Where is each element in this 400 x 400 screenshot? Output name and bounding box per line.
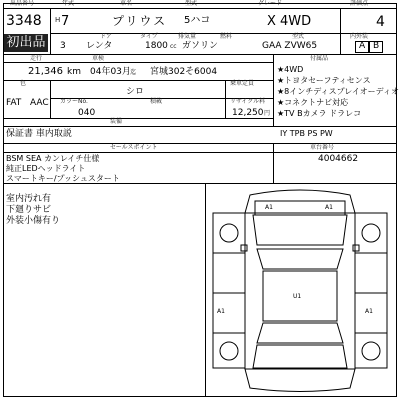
rear-glass bbox=[257, 323, 343, 343]
lot-divider bbox=[50, 8, 51, 54]
accessories-label: 付属品 bbox=[310, 55, 329, 62]
rental-value: レンタ bbox=[86, 41, 113, 51]
seats-label: 乗車定員 bbox=[230, 80, 255, 87]
notes-top-divider bbox=[3, 143, 397, 144]
equipment-codes: IY TPB PS PW bbox=[280, 129, 333, 138]
wheel-front-right bbox=[362, 224, 380, 242]
color-no-label: カラーNo. bbox=[60, 98, 88, 105]
interior-grade: A bbox=[359, 41, 366, 51]
header-bottom-divider bbox=[3, 54, 397, 55]
sales-point: BSM SEA カンレイチ仕様 bbox=[6, 154, 100, 163]
make-label: 車名 bbox=[120, 0, 133, 7]
chassis-divider bbox=[273, 143, 274, 183]
header-divider bbox=[3, 8, 397, 9]
displacement-value: 1800 bbox=[145, 41, 168, 51]
wheel-rear-left bbox=[220, 342, 238, 360]
sales-point: スマートキー/プッシュスタート bbox=[6, 174, 120, 183]
owner-manual: 保証書 車内取説 bbox=[6, 129, 72, 139]
damage-mark: U1 bbox=[293, 293, 302, 300]
body-type: 5ハコ bbox=[184, 15, 211, 26]
lot-number: 3348 bbox=[6, 13, 42, 29]
trunk bbox=[253, 345, 347, 368]
transmission-value: FAT bbox=[6, 98, 22, 108]
ac-value: AAC bbox=[30, 98, 49, 108]
color-label: 色 bbox=[20, 80, 27, 87]
chassis-no-label: 車台番号 bbox=[310, 144, 335, 151]
inspector-note: 下廻りサビ bbox=[6, 205, 52, 215]
recycle-fee: 12,250 bbox=[232, 108, 264, 118]
first-listing-badge: 初出品 bbox=[4, 34, 48, 52]
inspector-note: 室内汚れ有 bbox=[6, 194, 52, 204]
wheel-rear-right bbox=[362, 342, 380, 360]
spec-label-divider bbox=[3, 62, 273, 63]
right-side bbox=[355, 213, 387, 368]
hood bbox=[253, 215, 347, 245]
features-divider bbox=[273, 54, 274, 126]
feature-item: ★8インチディスプレイオーディオ bbox=[277, 87, 400, 96]
registration-year: 3 bbox=[60, 41, 66, 51]
door-label: ドア bbox=[100, 33, 112, 40]
equipment-label: 装備 bbox=[110, 118, 123, 125]
damage-mark: A1 bbox=[265, 204, 273, 211]
mileage-label: 走行 bbox=[30, 55, 43, 62]
mileage-value: 21,346 bbox=[28, 66, 63, 77]
capacity-label: 積載 bbox=[150, 98, 163, 105]
car-damage-diagram bbox=[205, 183, 395, 395]
notes-label-divider bbox=[3, 152, 397, 153]
mileage-unit: km bbox=[67, 67, 81, 77]
chassis-number: 4004662 bbox=[318, 154, 359, 164]
year-label: 年式 bbox=[62, 0, 75, 7]
inspection-label: 車検 bbox=[92, 55, 105, 62]
exterior-grade: B bbox=[373, 41, 380, 51]
fuel-label: 燃料 bbox=[220, 33, 233, 40]
interior-exterior-label: 内外装 bbox=[350, 33, 369, 40]
feature-item: ★コネクトナビ対応 bbox=[277, 98, 349, 107]
score-divider bbox=[340, 8, 341, 54]
grade-value: X 4WD bbox=[267, 14, 312, 29]
chassis-label: 型式 bbox=[292, 33, 305, 40]
sales-point: 純正LEDヘッドライト bbox=[6, 164, 86, 173]
color-value: シロ bbox=[126, 87, 145, 97]
lot-label: 出品番号 bbox=[10, 0, 35, 7]
recycle-label: リサイクル料 bbox=[230, 98, 266, 105]
displacement-unit: cc bbox=[170, 43, 177, 50]
windshield bbox=[257, 249, 343, 269]
left-side bbox=[213, 213, 245, 368]
year-value: 7 bbox=[61, 14, 70, 29]
spec-left-divider bbox=[50, 80, 51, 118]
sales-points-label: セールスポイント bbox=[110, 144, 158, 151]
grade-label: グレード bbox=[258, 0, 283, 7]
model-code: GAA ZVW65 bbox=[262, 41, 318, 51]
feature-item: ★4WD bbox=[277, 65, 304, 74]
damage-mark: A1 bbox=[217, 308, 225, 315]
feature-item: ★TV Bカメラ ドラレコ bbox=[277, 109, 362, 118]
inspection-date: 04年03月 bbox=[90, 67, 131, 77]
fuel-value: ガソリン bbox=[182, 41, 219, 51]
inspection-code: 宮城302そ6004 bbox=[150, 67, 218, 77]
damage-mark: A1 bbox=[365, 308, 373, 315]
spec-right-divider bbox=[225, 80, 226, 118]
damage-mark: A1 bbox=[325, 204, 333, 211]
color-number: 040 bbox=[78, 108, 96, 118]
inspector-note: 外装小傷有り bbox=[6, 216, 61, 226]
inspection-suffix: 迄 bbox=[130, 69, 137, 76]
feature-item: ★トヨタセーフティセンス bbox=[277, 76, 371, 85]
era-label: H bbox=[55, 16, 61, 24]
model-label: 型式 bbox=[185, 0, 198, 7]
equipment-label-divider bbox=[3, 126, 397, 127]
wheel-front-left bbox=[220, 224, 238, 242]
car-name: プリウス bbox=[112, 14, 168, 28]
score-label: 評価点 bbox=[350, 0, 369, 7]
recycle-suffix: 円 bbox=[264, 110, 271, 117]
color-row-divider bbox=[3, 118, 273, 119]
score-value: 4 bbox=[376, 14, 385, 30]
rear-bumper bbox=[245, 369, 355, 392]
type-label: タイプ bbox=[140, 33, 158, 40]
cc-label: 排気量 bbox=[178, 33, 197, 40]
